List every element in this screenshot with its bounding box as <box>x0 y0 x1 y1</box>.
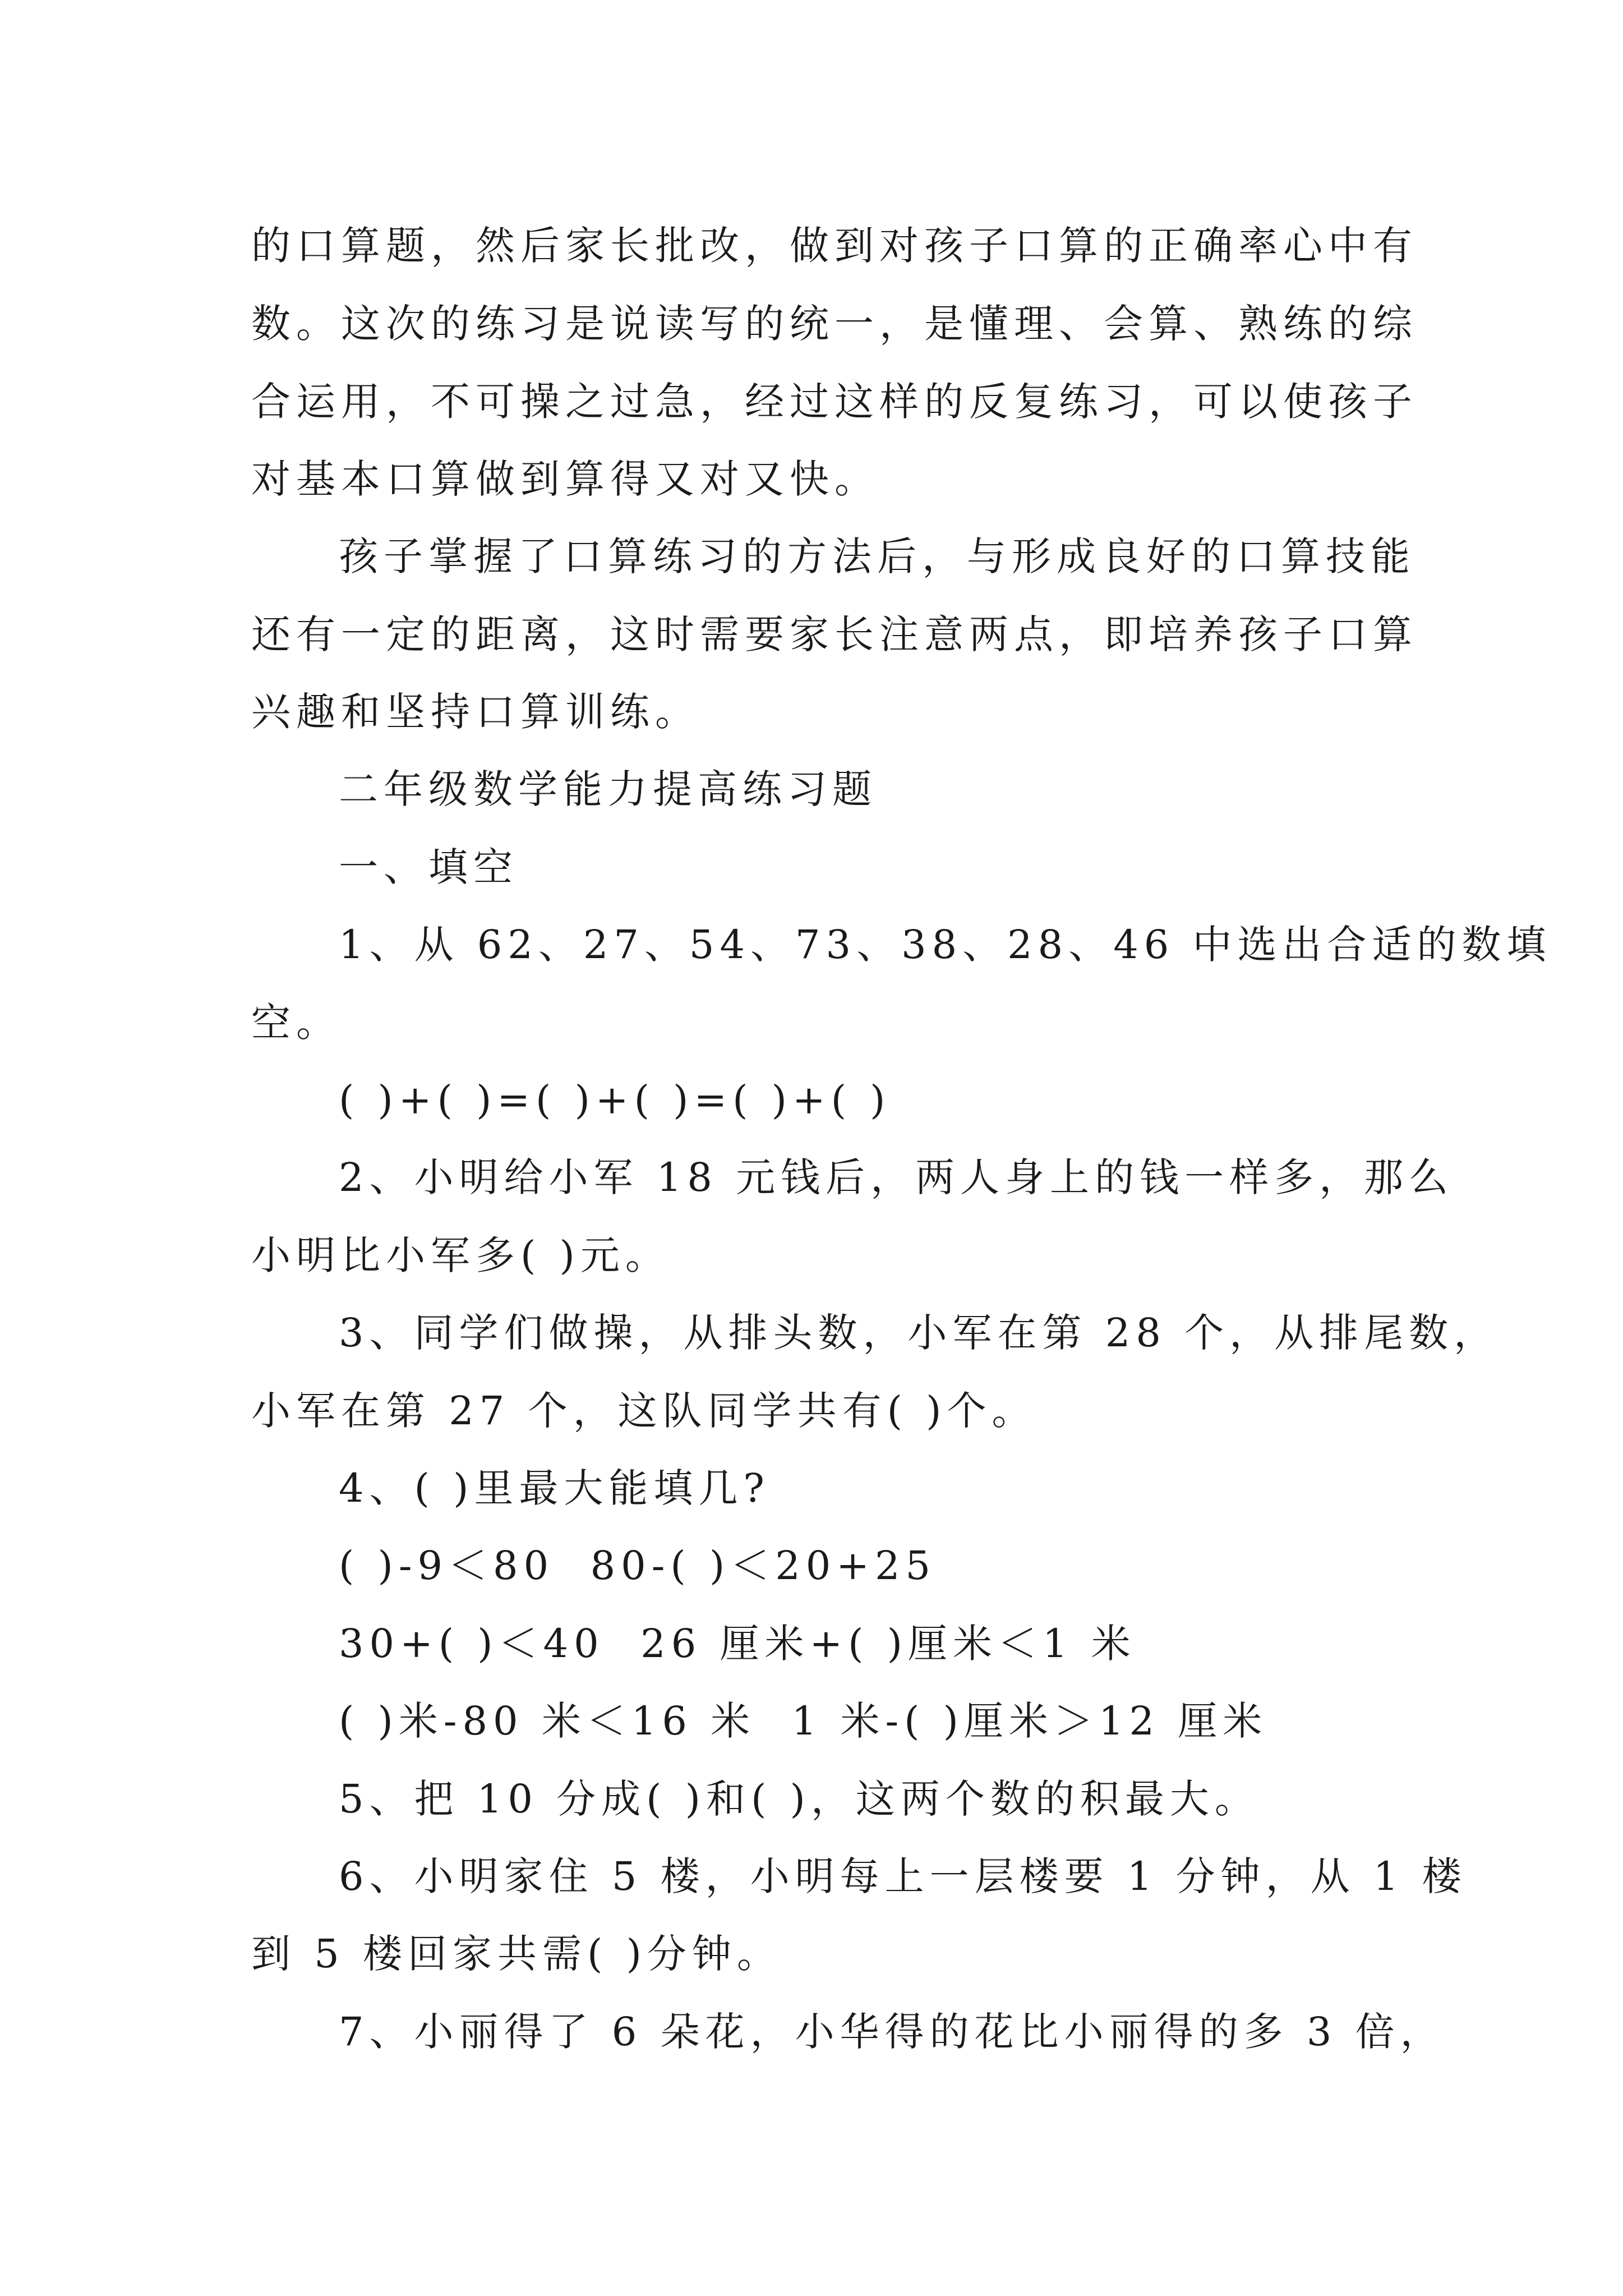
section-heading: 一、填空 <box>339 844 518 890</box>
formula-line: ( )-9＜80 80-( )＜20+25 <box>339 1543 937 1589</box>
text-line: 合运用，不可操之过急，经过这样的反复练习，可以使孩子 <box>251 379 1418 425</box>
formula-line: ( )米-80 米＜16 米 1 米-( )厘米＞12 厘米 <box>339 1698 1268 1744</box>
paragraph-start-line: 孩子掌握了口算练习的方法后，与形成良好的口算技能 <box>339 533 1415 579</box>
question-line: 到 5 楼回家共需( )分钟。 <box>251 1931 782 1977</box>
question-line: 空。 <box>251 1000 341 1046</box>
text-line: 对基本口算做到算得又对又快。 <box>251 456 879 502</box>
section-title: 二年级数学能力提高练习题 <box>339 766 877 812</box>
formula-line: 30+( )＜40 26 厘米+( )厘米＜1 米 <box>339 1621 1136 1667</box>
question-line: 7、小丽得了 6 朵花，小华得的花比小丽得的多 3 倍， <box>339 2009 1445 2055</box>
formula-line: ( )+( )=( )+( )=( )+( ) <box>339 1077 891 1123</box>
question-line: 5、把 10 分成( )和( )，这两个数的积最大。 <box>339 1776 1260 1822</box>
question-line: 1、从 62、27、54、73、38、28、46 中选出合适的数填 <box>339 922 1552 968</box>
question-line: 小明比小军多( )元。 <box>251 1232 670 1278</box>
question-line: 2、小明给小军 18 元钱后，两人身上的钱一样多，那么 <box>339 1154 1454 1200</box>
text-line: 的口算题，然后家长批改，做到对孩子口算的正确率心中有 <box>251 223 1418 269</box>
text-line: 数。这次的练习是说读写的统一，是懂理、会算、熟练的综 <box>251 301 1418 347</box>
question-line: 3、同学们做操，从排头数，小军在第 28 个，从排尾数， <box>339 1310 1499 1356</box>
text-line: 还有一定的距离，这时需要家长注意两点，即培养孩子口算 <box>251 611 1418 657</box>
question-line: 4、( )里最大能填几? <box>339 1465 770 1511</box>
question-line: 小军在第 27 个，这队同学共有( )个。 <box>251 1388 1037 1434</box>
text-line: 兴趣和坚持口算训练。 <box>251 689 700 735</box>
question-line: 6、小明家住 5 楼，小明每上一层楼要 1 分钟，从 1 楼 <box>339 1853 1467 1899</box>
